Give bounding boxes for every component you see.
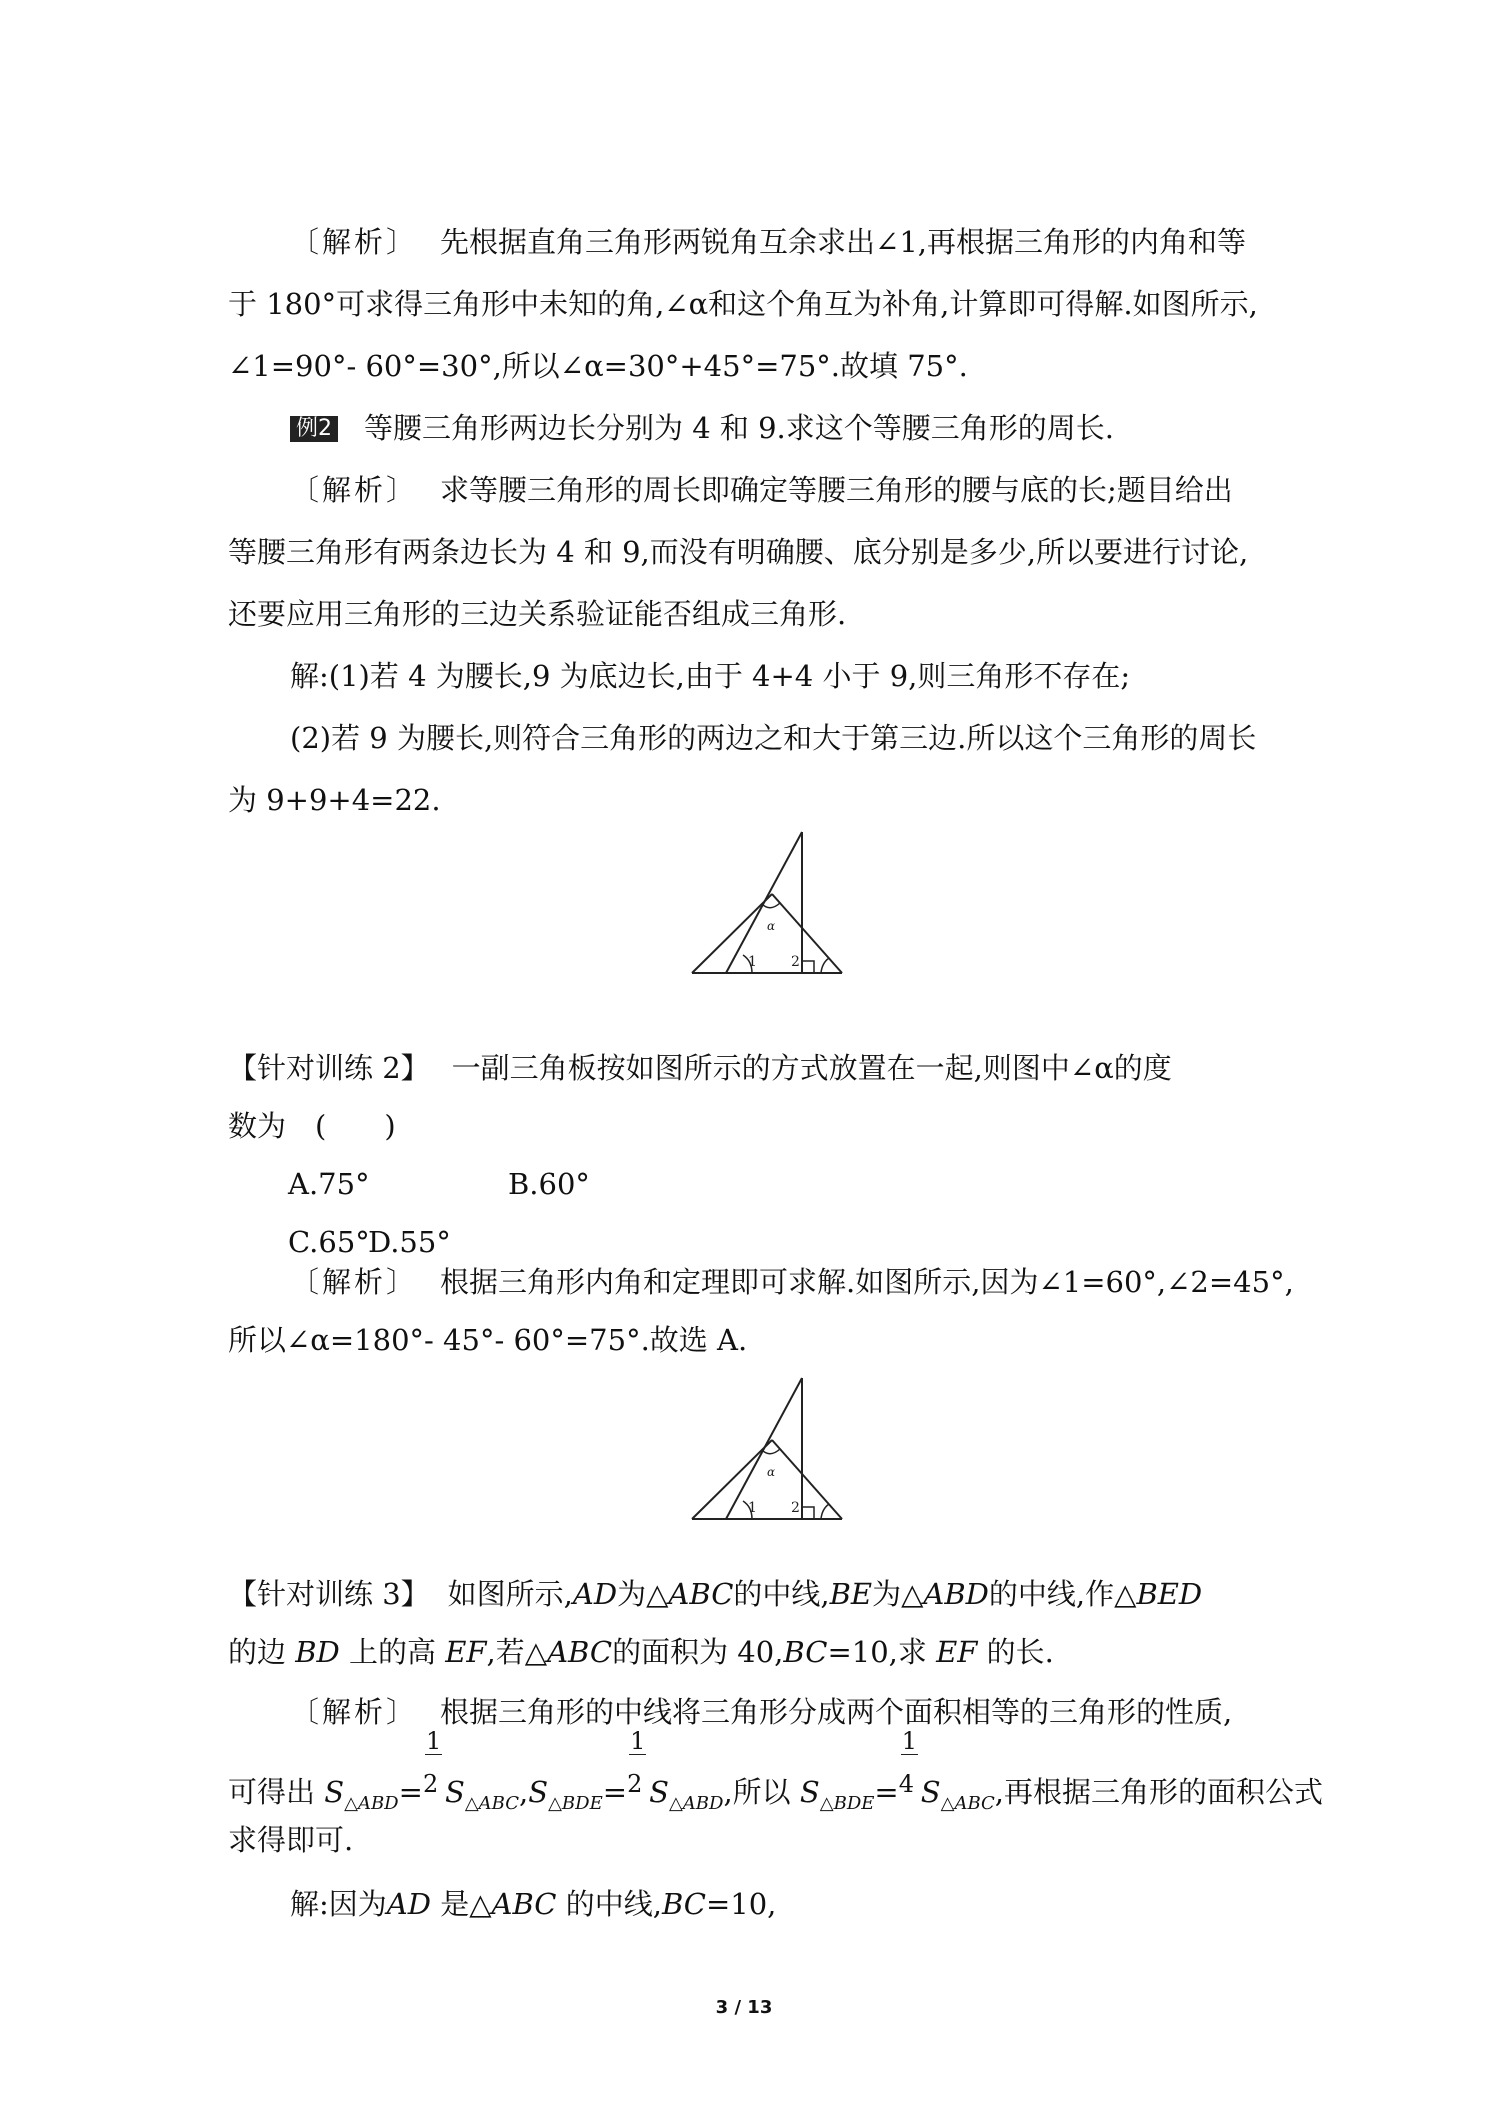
analysis-line: 〔解析〕 根据三角形内角和定理即可求解.如图所示,因为∠1=60°,∠2=45°, [290,1265,1294,1299]
angle1-label: 1 [748,1500,757,1516]
options-row [288,1164,1328,1204]
angle2-label: 2 [791,1500,800,1516]
solution-line: 解:因为AD 是△ABC 的中线,BC=10, [290,1887,777,1921]
analysis-tag: 〔解析〕 [290,1265,419,1299]
fraction-half: $\frac{1}{^2}$ [422,1727,442,1798]
text-line: 还要应用三角形的三边关系验证能否组成三角形. [228,597,847,631]
text-line: 于 180°可求得三角形中未知的角,∠α和这个角互为补角,计算即可得解.如图所示, [228,287,1258,321]
solution-line: (2)若 9 为腰长,则符合三角形的两边之和大于第三边.所以这个三角形的周长 [290,721,1257,755]
page-number: 3 / 13 [715,1997,773,2018]
text-line: 等腰三角形有两条边长为 4 和 9,而没有明确腰、底分别是多少,所以要进行讨论, [228,535,1249,569]
example-badge: 例2 [290,416,338,442]
analysis-tag: 〔解析〕 [290,225,419,259]
training-title: 【针对训练 2】 [228,1051,430,1085]
alpha-label: α [767,919,776,933]
analysis-tag: 〔解析〕 [290,1695,419,1729]
text-line: 数为 ( ) [228,1109,396,1143]
alpha-label: α [767,1465,776,1479]
solution-line: 为 9+9+4=22. [228,783,441,817]
text-line: 所以∠α=180°- 45°- 60°=75°.故选 A. [228,1323,748,1357]
training-title: 【针对训练 3】 [228,1577,430,1611]
analysis-tag: 〔解析〕 [290,473,419,507]
analysis-line: 〔解析〕 根据三角形的中线将三角形分成两个面积相等的三角形的性质, [290,1695,1233,1729]
option-b: B.60° [508,1167,590,1201]
example-2 [290,408,1268,448]
analysis-line: 〔解析〕 先根据直角三角形两锐角互余求出∠1,再根据三角形的内角和等 [290,225,1246,259]
option-d: D.55° [368,1225,451,1259]
option-a: A.75° [288,1167,370,1201]
solution-line: 解:(1)若 4 为腰长,9 为底边长,由于 4+4 小于 9,则三角形不存在; [290,659,1131,693]
analysis-line: 〔解析〕 求等腰三角形的周长即确定等腰三角形的腰与底的长;题目给出 [290,473,1233,507]
example-question: 等腰三角形两边长分别为 4 和 9.求这个等腰三角形的周长. [364,411,1114,445]
text-line: 的边 BD 上的高 EF,若△ABC的面积为 40,BC=10,求 EF 的长. [228,1635,1054,1669]
option-c: C.65° [288,1225,370,1259]
fraction-half: $\frac{1}{^2}$ [627,1727,646,1798]
formula-line: 可得出 $S_{\triangle ABD}=$ $\frac{1}{^2}S_{\triangle ABC},S_{\triangle BDE}=$ $\frac{1}{^2}S_{\triangle ABD}$,所以 $S_{\triangle BDE}=$ $\frac{1}{^4}S_{\triangle ABC}$,再根据三角形的面积公式 [228,1727,1324,1814]
angle2-label: 2 [791,954,800,970]
text-line: 求得即可. [228,1823,354,1857]
training-3-line: 【针对训练 3】 如图所示,AD为△ABC的中线,BE为△ABD的中线,作△BED [228,1577,1203,1611]
triangle-ruler-figure [690,1376,850,1526]
triangle-ruler-figure [690,830,850,980]
fraction-quarter: $\frac{1}{^4}$ [898,1727,918,1798]
text-line: ∠1=90°- 60°=30°,所以∠α=30°+45°=75°.故填 75°. [228,349,968,383]
options-row [288,1222,1328,1262]
training-2-line: 【针对训练 2】 一副三角板按如图所示的方式放置在一起,则图中∠α的度 [228,1051,1172,1085]
angle1-label: 1 [748,954,757,970]
